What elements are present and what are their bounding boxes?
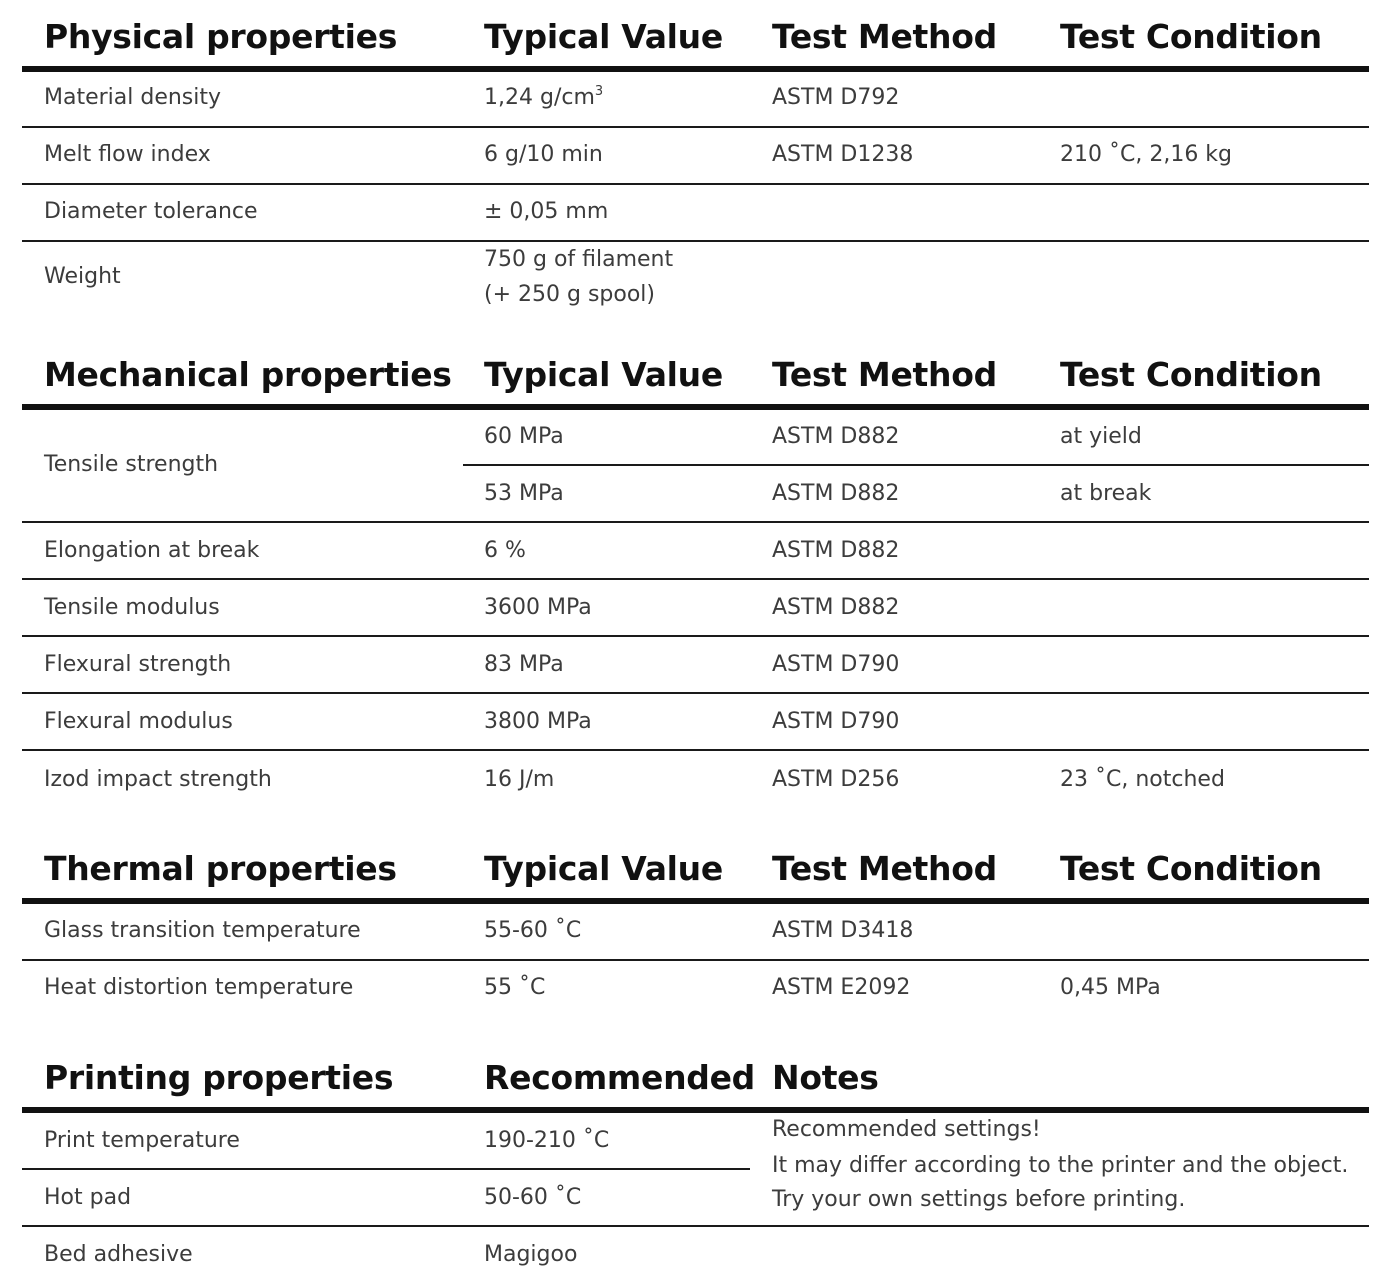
row-divider [22,240,1369,242]
mechanical-row-tensile-modulus-value: 3600 MPa [484,595,592,620]
thermal-section-title: Thermal properties [44,849,397,888]
thermal-test-method-header: Test Method [772,849,997,888]
printing-row-hot-pad-value: 50-60 ˚C [484,1185,582,1210]
thermal-row-heat-distortion-property: Heat distortion temperature [44,975,354,1000]
mechanical-row-flexural-modulus-method: ASTM D790 [772,709,900,734]
mechanical-header-rule [22,404,1369,410]
mechanical-row-tensile-modulus-property: Tensile modulus [44,595,220,620]
mechanical-row-tensile-yield-value: 60 MPa [484,424,564,449]
row-divider [22,1225,1369,1227]
printing-row-bed-adhesive-value: Magigoo [484,1242,578,1267]
thermal-row-glass-transition-property: Glass transition temperature [44,918,361,943]
physical-row-density-value: 1,24 $g/cm^3$ [484,84,604,110]
physical-section-title: Physical properties [44,17,398,56]
physical-row-diameter-value: ± 0,05 mm [484,199,609,224]
thermal-row-glass-transition-value: 55-60 ˚C [484,918,582,943]
physical-row-weight-value-line2: (+ 250 g spool) [484,282,655,307]
printing-note-line-2: It may differ according to the printer and the object. [772,1153,1349,1178]
row-divider [22,635,1369,637]
printing-note-line-3: Try your own settings before printing. [772,1187,1186,1212]
physical-row-mfi-property: Melt flow index [44,142,211,167]
printing-notes-header: Notes [772,1058,879,1097]
printing-note-line-1: Recommended settings! [772,1117,1041,1142]
mechanical-row-elongation-method: ASTM D882 [772,538,900,563]
physical-header-rule [22,66,1369,72]
physical-row-weight-property: Weight [44,264,121,289]
row-divider [22,749,1369,751]
mechanical-test-condition-header: Test Condition [1060,355,1322,394]
mechanical-row-tensile-modulus-method: ASTM D882 [772,595,900,620]
printing-section-title: Printing properties [44,1058,394,1097]
physical-typical-value-header: Typical Value [484,17,723,56]
physical-row-density-property: Material density [44,85,222,110]
mechanical-row-izod-value: 16 J/m [484,767,555,792]
physical-row-mfi-value: 6 g/10 min [484,142,603,167]
physical-row-mfi-method: ASTM D1238 [772,142,914,167]
mechanical-test-method-header: Test Method [772,355,997,394]
printing-row-bed-adhesive-property: Bed adhesive [44,1242,193,1267]
row-divider [22,126,1369,128]
thermal-row-heat-distortion-method: ASTM E2092 [772,975,911,1000]
mechanical-row-izod-condition: 23 ˚C, notched [1060,767,1225,792]
mechanical-row-tensile-break-condition: at break [1060,481,1152,506]
mechanical-row-elongation-value: 6 % [484,538,526,563]
printing-row-hot-pad-property: Hot pad [44,1185,132,1210]
printing-recommended-header: Recommended [484,1058,755,1097]
thermal-row-heat-distortion-condition: 0,45 MPa [1060,975,1161,1000]
thermal-row-glass-transition-method: ASTM D3418 [772,918,914,943]
mechanical-row-elongation-property: Elongation at break [44,538,260,563]
physical-test-method-header: Test Method [772,17,997,56]
mechanical-row-flexural-modulus-property: Flexural modulus [44,709,233,734]
physical-test-condition-header: Test Condition [1060,17,1322,56]
row-divider [22,183,1369,185]
row-divider [22,692,1369,694]
subrow-divider [463,464,1369,466]
row-divider [22,1168,750,1170]
physical-row-mfi-condition: 210 ˚C, 2,16 kg [1060,142,1233,167]
mechanical-row-tensile-strength-property: Tensile strength [44,452,219,477]
mechanical-row-flexural-strength-method: ASTM D790 [772,652,900,677]
thermal-test-condition-header: Test Condition [1060,849,1322,888]
physical-row-weight-value-line1: 750 g of filament [484,247,674,272]
mechanical-row-flexural-strength-property: Flexural strength [44,652,232,677]
mechanical-row-izod-property: Izod impact strength [44,767,272,792]
mechanical-row-izod-method: ASTM D256 [772,767,900,792]
row-divider [22,578,1369,580]
mechanical-typical-value-header: Typical Value [484,355,723,394]
printing-row-print-temperature-value: 190-210 ˚C [484,1128,610,1153]
mechanical-row-flexural-strength-value: 83 MPa [484,652,564,677]
mechanical-row-tensile-break-value: 53 MPa [484,481,564,506]
printing-header-rule [22,1107,1369,1113]
physical-row-density-method: ASTM D792 [772,85,900,110]
row-divider [22,959,1369,961]
thermal-typical-value-header: Typical Value [484,849,723,888]
physical-row-diameter-property: Diameter tolerance [44,199,258,224]
thermal-header-rule [22,898,1369,904]
mechanical-row-flexural-modulus-value: 3800 MPa [484,709,592,734]
thermal-row-heat-distortion-value: 55 ˚C [484,975,546,1000]
mechanical-row-tensile-break-method: ASTM D882 [772,481,900,506]
mechanical-section-title: Mechanical properties [44,355,452,394]
mechanical-row-tensile-yield-method: ASTM D882 [772,424,900,449]
row-divider [22,521,1369,523]
mechanical-row-tensile-yield-condition: at yield [1060,424,1142,449]
printing-row-print-temperature-property: Print temperature [44,1128,240,1153]
